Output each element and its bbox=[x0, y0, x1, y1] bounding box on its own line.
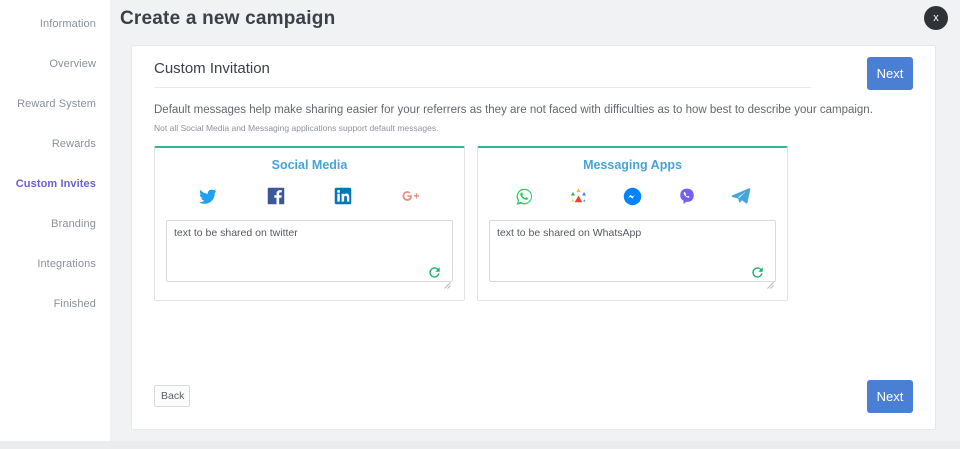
social-media-message-input[interactable] bbox=[166, 220, 453, 282]
sidebar-item-rewards[interactable] bbox=[0, 124, 110, 164]
next-button-top[interactable]: Next bbox=[867, 57, 913, 90]
sidebar-item-label: Branding bbox=[51, 218, 96, 230]
invitation-panels bbox=[154, 146, 913, 301]
messaging-apps-icon-row bbox=[489, 181, 776, 211]
sidebar-item-custom-invites[interactable] bbox=[0, 164, 110, 204]
back-button[interactable]: Back bbox=[154, 385, 190, 407]
sidebar-item-branding[interactable] bbox=[0, 204, 110, 244]
messaging-apps-panel-title: Messaging Apps bbox=[583, 158, 682, 172]
facebook-messenger-icon[interactable] bbox=[621, 185, 643, 207]
google-allo-icon[interactable] bbox=[567, 185, 589, 207]
sidebar-item-label: Reward System bbox=[17, 98, 96, 110]
close-icon[interactable]: x bbox=[924, 6, 948, 30]
custom-invitation-card bbox=[131, 45, 936, 430]
sidebar-item-label: Custom Invites bbox=[15, 178, 96, 190]
telegram-icon[interactable] bbox=[730, 185, 752, 207]
page-title: Create a new campaign bbox=[120, 8, 336, 29]
google-plus-icon[interactable] bbox=[400, 185, 422, 207]
social-media-icon-row bbox=[166, 181, 453, 211]
sidebar-item-label: Overview bbox=[49, 58, 96, 70]
messaging-apps-message-wrap bbox=[489, 220, 776, 287]
social-media-panel bbox=[154, 146, 465, 301]
card-header bbox=[132, 46, 935, 88]
sidebar-item-finished[interactable] bbox=[0, 284, 110, 324]
social-media-panel-title: Social Media bbox=[271, 158, 348, 172]
sidebar-item-label: Finished bbox=[53, 298, 96, 310]
sidebar-item-label: Integrations bbox=[37, 258, 96, 270]
wizard-sidebar bbox=[0, 0, 110, 441]
linkedin-icon[interactable] bbox=[332, 185, 354, 207]
next-button-bottom[interactable]: Next bbox=[867, 380, 913, 413]
social-media-message-wrap bbox=[166, 220, 453, 287]
whatsapp-icon[interactable] bbox=[513, 185, 535, 207]
refresh-icon[interactable] bbox=[751, 266, 764, 279]
textarea-resize-handle[interactable] bbox=[442, 276, 451, 285]
card-title: Custom Invitation bbox=[154, 60, 811, 88]
sidebar-item-information[interactable] bbox=[0, 4, 110, 44]
bottom-strip bbox=[0, 441, 960, 449]
sidebar-item-label: Information bbox=[39, 18, 96, 30]
textarea-resize-handle[interactable] bbox=[765, 276, 774, 285]
card-subnote: Not all Social Media and Messaging applications support default messages. bbox=[154, 123, 439, 133]
viber-icon[interactable] bbox=[676, 185, 698, 207]
sidebar-item-reward-system[interactable] bbox=[0, 84, 110, 124]
facebook-icon[interactable] bbox=[265, 185, 287, 207]
sidebar-item-label: Rewards bbox=[51, 138, 96, 150]
sidebar-item-integrations[interactable] bbox=[0, 244, 110, 284]
sidebar-item-overview[interactable] bbox=[0, 44, 110, 84]
messaging-apps-message-input[interactable] bbox=[489, 220, 776, 282]
messaging-apps-panel bbox=[477, 146, 788, 301]
twitter-icon[interactable] bbox=[197, 185, 219, 207]
refresh-icon[interactable] bbox=[428, 266, 441, 279]
card-description: Default messages help make sharing easier for your referrers as they are not faced with difficulties as to how best to describe your campaign. bbox=[154, 104, 873, 116]
